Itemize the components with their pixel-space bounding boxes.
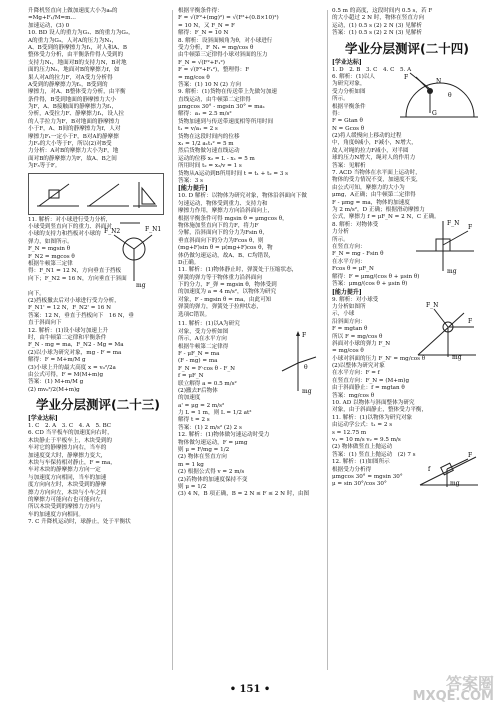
text-line: 木块静止于平板车上，木块受到的: [28, 437, 112, 444]
text-line: (F - mg) = ma: [178, 358, 218, 365]
text-line: 小球的支持力和挡板对小球的: [28, 231, 101, 238]
text-line: 选项C错误。: [178, 311, 211, 318]
text-line: 受力分析，F_N₁ = mg/cos θ: [178, 44, 254, 51]
text-line: 联立解得 a = 0.5 m/s²: [178, 380, 237, 387]
text-line: =Mg+F₁/M=m…: [28, 15, 77, 22]
text-line: 为研究对象，: [332, 81, 366, 88]
text-line: m = 1 kg: [178, 461, 204, 468]
force-diagram: [28, 173, 164, 215]
text-line: F = mgtan θ: [332, 326, 368, 333]
text-line: 对象，由于斜面静止，整体受力平衡，: [332, 407, 428, 414]
text-line: 解得：F_N = 10 N: [178, 30, 229, 37]
text-line: (2) mv₀²/2(M+m)g: [28, 386, 80, 393]
text-line: 故人对绳的拉力F减小，对半圆: [332, 147, 409, 154]
text-line: (2)若物体的加速度保持不变: [178, 476, 248, 483]
text-line: 加速运动，(3) 0: [28, 22, 70, 29]
text-line: 根据平衡条件得：: [178, 8, 223, 14]
text-line: 由公式可得，F = M(M+m)g: [28, 371, 104, 378]
text-line: F_N = mg - Fsin θ: [332, 251, 384, 258]
text-line: 小球受到竖直向下的重力、斜面对: [28, 223, 112, 230]
text-line: 答案：μmg/(cos θ + μsin θ): [332, 280, 408, 287]
text-line: 由公式可知，摩擦力的大小为: [332, 184, 405, 191]
text-line: 车对它的静摩擦力向右，当车的: [28, 445, 107, 452]
text-line: 弹簧的弹力，弹簧处于拉伸状态，: [178, 304, 262, 311]
text-line: 12. 解析：(1)物体做匀速运动时受力: [178, 432, 270, 439]
text-line: 货物加速到与传送带速度相等所用时间: [178, 118, 274, 125]
text-line: 直于斜面向下: [28, 320, 62, 327]
text-line: 木块与车保持相对静止，F = ma，: [28, 460, 116, 467]
text-line: 对象，F - mgsin θ = ma，由此可知: [178, 296, 272, 303]
text-line: 对象，受力分析如图: [178, 328, 229, 335]
text-line: 中，角度θ减小，F减小，N增大，: [332, 140, 417, 147]
text-line: 11. 解析：(1)以物体为研究对象: [332, 414, 413, 421]
label-fn: F_N: [426, 301, 439, 309]
text-line: 1. D 2. B 3. C 4. C 5. A: [332, 66, 412, 73]
text-line: 时，由牛顿第二定律和平衡条件: [28, 334, 107, 341]
text-line: (2)撤去F后物体: [178, 387, 218, 394]
text-line: D正确。: [178, 259, 200, 266]
answer-block: [178, 321, 310, 498]
label-mg: mg: [136, 281, 146, 289]
text-line: 受力分析如图: [332, 88, 366, 95]
text-line: 10. BD 设人的重力为G₁、B的重力为G₂，: [28, 30, 134, 37]
answer-block: [332, 8, 482, 38]
label-n: N: [436, 77, 442, 85]
label-mg: mg: [452, 353, 462, 361]
text-line: 运动的位移 x₂ = L - x₁ = 5 m: [178, 155, 255, 162]
text-line: 答案：12 N，垂直于挡板向下 16 N，垂: [28, 312, 134, 319]
text-line: 所示，A在水平方向: [178, 336, 227, 343]
text-line: (2) 物体做竖直上抛运动: [332, 444, 393, 451]
text-line: F_N = F·cos θ - F_N: [178, 365, 236, 372]
text-line: 根据平衡条件可得 mgsin θ = μmgcos θ，: [178, 215, 288, 222]
text-line: 弹簧的弹力等于物体重力沿斜面向: [178, 274, 262, 281]
text-line: 力分析：A对B的摩擦力大小为F，地: [28, 148, 119, 155]
text-line: 为 2 m/s²，D 正确；根据滑动摩擦力: [332, 206, 425, 213]
label-f: F: [404, 73, 409, 81]
text-line: 斜面对小球的弹力 F_N: [332, 340, 391, 347]
text-line: 在水平方向：: [332, 258, 366, 265]
text-line: 得：: [332, 110, 344, 117]
column-divider: [172, 10, 173, 670]
text-line: 解得 t = 2 s: [178, 417, 210, 424]
figure-row: [332, 297, 482, 492]
text-line: 力分析如图所: [332, 303, 366, 310]
text-line: 面的压力N₂，地面对B的摩擦力f，如: [28, 67, 120, 74]
text-line: f = μF_N: [178, 373, 204, 380]
section-tag: [能力提升]: [178, 185, 208, 193]
answer-block: [178, 8, 324, 185]
text-line: 所以 F = mg/cos θ: [332, 333, 383, 340]
label-fn: F_N: [447, 219, 460, 227]
label-friction: f: [428, 465, 431, 473]
text-line: 公式，摩擦力 f = μF_N = 2 N，C 正确。: [332, 214, 440, 221]
text-line: (2)挡板撤去后对小球进行受力分析，: [28, 297, 120, 304]
text-line: 8. 解析：对物体受: [332, 221, 379, 228]
text-line: 答案：mg/cos θ: [332, 392, 375, 399]
text-line: 在竖直方向：F_N = (M+m)g: [332, 377, 410, 384]
text-line: 直线运动，由牛顿第二定律得: [178, 96, 251, 103]
text-line: a' = μg = 2 m/s²: [178, 402, 225, 409]
text-line: 根据牛顿第二定律得: [178, 343, 229, 350]
text-line: 10. AD 以物体与斜面整体为研究: [332, 400, 415, 407]
text-line: 为F，A、B接触面的静摩擦力为f₁，: [28, 104, 118, 111]
text-line: F_N - mg = ma，F_N2 - Mg = Ma: [28, 342, 124, 349]
text-line: 分解，沿斜面向下的分力为Fsin θ，: [178, 230, 269, 237]
text-line: 所以木块受到的摩擦力方向与: [28, 504, 101, 511]
text-line: 车的加速度方向相同。: [28, 511, 84, 518]
text-line: s = 12.75 m: [332, 429, 367, 436]
text-line: N = Gcos θ: [332, 125, 365, 132]
text-line: 由牛顿第三定律得小球对斜面的压力: [178, 52, 268, 59]
label-theta: θ: [304, 364, 308, 372]
text-line: 6. 解析：(1)以人: [332, 73, 376, 80]
text-line: 根据受力分析得: [332, 466, 372, 473]
column-3: [332, 8, 482, 676]
text-line: 7. C 升降机运动时，球静止，处于平衡状: [28, 519, 131, 526]
text-line: 在水平方向：F = f: [332, 370, 380, 377]
text-line: 答案：见解析: [332, 162, 366, 169]
text-line: 根据牛顿第三定律: [28, 260, 73, 267]
column-divider: [327, 10, 328, 670]
label-f: F: [468, 451, 473, 459]
text-line: 摩擦力作用，摩擦力方向沿斜面向上，: [178, 208, 274, 215]
text-line: F_N = √(F²+F₁²): [178, 59, 225, 66]
text-line: 为F₃等于F。: [28, 163, 61, 170]
text-line: 的摩擦力可能向右也可能向左，: [28, 496, 107, 503]
text-line: 升降机竖直向上做加速度大小为a₀的: [28, 8, 118, 14]
text-line: F = √(F²+F₁²)，整理得：F: [178, 67, 250, 74]
text-line: (2) 根据公式得 v = 2 m/s: [178, 469, 245, 476]
page-number: • 151 •: [229, 684, 271, 695]
text-line: F = √(F²+(mg)²) = √(F²+(0.8×10)²): [178, 15, 279, 22]
text-line: 所示。: [332, 236, 349, 243]
text-line: 解得：F = M+m/M g: [28, 357, 86, 364]
text-line: v₁ = 10 m/s v₂ = 9.5 m/s: [332, 436, 401, 443]
section-tag: [学业达标]: [332, 58, 362, 66]
text-line: 面对B的静摩擦力为F，故A、B之间: [28, 155, 117, 162]
text-line: 11. 解析：对小球进行受力分析，: [28, 216, 112, 223]
text-line: 支持力N₁，地面对B的支持力N，B对地: [28, 59, 127, 66]
text-line: 8. 解析：设斜面倾角为θ，对小球进行: [178, 37, 273, 44]
figure-row: [178, 193, 324, 321]
text-line: = mg/cos θ: [332, 348, 364, 355]
text-line: 的人手拉力为F，B对地面的静摩擦力: [28, 118, 120, 125]
text-line: A的重力为G₃，人对A的压力为N₁，: [28, 37, 118, 44]
figure-row: [28, 217, 168, 291]
text-line: 物体的受力情况不变，加速度不变，: [332, 177, 422, 184]
text-line: 则 μ = 1/2: [178, 483, 207, 490]
text-line: (2) 物体在竖直方向: [178, 454, 227, 461]
column-2: [178, 8, 324, 676]
text-line: x₁ = 1/2 a₁t₁² = 5 m: [178, 141, 234, 148]
section-tag: [能力提升]: [332, 288, 362, 296]
text-line: 物体做匀速运动，F = μmg: [178, 439, 248, 446]
text-line: (2)以整体为研究对象: [332, 363, 385, 370]
answer-block: [178, 193, 324, 319]
text-line: 12. 解析：(1)设小球匀加速上升: [28, 327, 109, 334]
text-line: = 10 N，又 F_N = F: [178, 22, 235, 29]
text-line: (2)以小球为研究对象，mg - F = ma: [28, 349, 122, 356]
figure-row: [332, 67, 482, 289]
text-line: 整体受力分析，由平衡条件得人受到的: [28, 52, 124, 59]
text-line: 摩擦力，对A、B整体受力分析，由平衡: [28, 89, 126, 96]
text-line: 向下；F_N2 = 16 N，方向垂直于斜面: [28, 275, 127, 282]
label-f: F: [468, 223, 473, 231]
text-line: 答案：3 s: [178, 177, 203, 184]
answer-block: [28, 8, 168, 171]
text-line: 体仍做匀速运动，故A、B、C均错误，: [178, 252, 275, 259]
text-line: 球的压力N增大，绳对人的作用力: [332, 155, 416, 162]
text-line: 力F₂的大小等于F，所以(2)对B受: [28, 141, 112, 148]
text-line: 9. 解析：对小球受: [332, 296, 379, 303]
text-line: 物体施加竖直向下的力F，将力F: [178, 222, 259, 229]
text-line: μmgcos 30° = mgsin 30°: [332, 473, 403, 480]
text-line: 解得：a₁ = 2.5 m/s²: [178, 111, 232, 118]
text-line: F_N1' = 12 N，F_N2' = 16 N: [28, 305, 111, 312]
label-fn2: F_N2: [104, 227, 121, 235]
text-line: 11. 解析：(1)以A为研究: [178, 321, 240, 328]
text-line: 所用时间 t₂ = x₂/v = 1 s: [178, 163, 242, 170]
label-theta: θ: [448, 91, 452, 99]
text-line: 向下。: [28, 290, 45, 297]
text-line: 货物在这段时间内的位移: [178, 133, 240, 140]
text-line: 度方向向左时，木块受到的静摩: [28, 482, 107, 489]
label-f: F: [468, 317, 473, 325]
text-line: 的大小超过 2 N 时，物体在竖直方向: [332, 15, 425, 22]
answer-block: [28, 423, 168, 526]
text-line: 分析，A受拉力F、静摩擦力f₁，设人拉: [28, 111, 125, 118]
text-line: 由于斜面静止：f = mgtan θ: [332, 385, 405, 392]
text-line: 答案：(1) M+m/M g: [28, 379, 84, 386]
text-line: 解得：F = μmg/(cos θ + μsin θ): [332, 273, 420, 280]
text-line: 然后货物做匀速直线运动: [178, 148, 240, 155]
text-line: 根据平衡条件: [332, 103, 366, 110]
text-line: 下的分力，F_弹 = mgsin θ，物体受到: [178, 282, 277, 289]
text-line: F - μF_N = ma: [178, 350, 220, 357]
label-mg: mg: [302, 388, 312, 396]
text-line: 弹力，如图所示。: [28, 238, 73, 245]
text-line: 果人对A的拉力F，对A受力分析得: [28, 74, 113, 81]
text-line: 垂直斜面向下的分力为Fcos θ，则: [178, 237, 264, 244]
block-force-figure: [412, 217, 478, 277]
text-line: (mg+F)sin θ = μ(mg+F)cos θ，物: [178, 245, 273, 252]
label-f: F: [302, 332, 307, 340]
label-fn1: F_N1: [145, 225, 162, 233]
text-line: 小于F，A、B间的静摩擦力为f，人对: [28, 126, 121, 133]
figure-row: [178, 321, 324, 501]
section-heading: 学业分层测评(二十四): [345, 40, 469, 56]
text-line: 的加速度为 a = 4 m/s²，以物体为研究: [178, 289, 277, 296]
ball-force-figure: [100, 217, 166, 289]
text-line: 加速度变大时，静摩擦力变大，: [28, 452, 107, 459]
text-line: 1. C 2. A 3. C 4. A 5. BC: [28, 423, 112, 430]
label-mg: mg: [450, 479, 460, 487]
text-line: F_N2 = mgcos θ: [28, 253, 75, 260]
text-line: A、B受到的静摩擦力为f₁，对人和A、B: [28, 44, 127, 51]
text-line: 货物从A运动到B所用时间 t = t₁ + t₂ = 3 s: [178, 170, 289, 177]
section-tag: [学业达标]: [28, 415, 58, 423]
text-line: 力分析: [332, 229, 349, 236]
text-line: 与加速度方向相同，当车的加速: [28, 474, 107, 481]
answer-block: [28, 216, 127, 284]
label-g: G: [432, 109, 437, 117]
text-line: A受到的静摩擦力为f₁，B受到的: [28, 81, 108, 88]
text-line: F = Gtan θ: [332, 118, 363, 125]
text-line: 在竖直方向：: [332, 243, 366, 250]
text-line: 小球对斜面的压力 F_N' = mg/cos θ: [332, 355, 426, 362]
text-line: 条件得，B受到地面的静摩擦力大小: [28, 96, 117, 103]
text-line: 擦力方向向左，木块与小车之间: [28, 489, 107, 496]
text-line: 答案：(1) 2 m/s² (2) 2 s: [178, 424, 242, 431]
text-line: F - μmg = ma，物体的加速度: [332, 199, 410, 206]
text-line: 7. ACD 当物体在水平面上运动时，: [332, 170, 421, 177]
text-line: 匀速运动，物体受到重力、支持力和: [178, 200, 268, 207]
text-line: 0.5 m 的高度，这段时间内 0.5 s，若 F: [332, 8, 433, 14]
hemisphere-figure: [396, 67, 480, 127]
section-heading: 学业分层测评(二十三): [36, 397, 160, 413]
text-line: 11. 解析：(1)物体静止时，弹簧处于压缩状态，: [178, 267, 298, 274]
text-line: Fcos θ = μF_N: [332, 266, 374, 273]
text-line: μmgcos 30° - mgsin 30° = ma₁: [178, 104, 265, 111]
text-line: μmg，A正确；由牛顿第二定律得: [332, 192, 416, 199]
text-line: (3)小球上升的最大高度 x = v₀²/2a: [28, 364, 116, 371]
text-line: (3) 4 N，B 项正确，B = 2 N ≤ F ≤ 2 N 时，由图: [178, 491, 310, 498]
answer-block: [28, 291, 168, 394]
text-line: 力 L = 1 m，则 L = 1/2 at²: [178, 410, 252, 417]
text-line: 答案：(1) 竖直上抛运动 (2) 7 s: [332, 451, 416, 458]
slope-block-figure: [418, 447, 480, 489]
text-line: 9. 解析：(1)货物在传送带上先做匀加速: [178, 89, 277, 96]
column-1: [28, 8, 168, 676]
incline-force-figure: [414, 297, 480, 361]
text-line: 沿斜面方向：: [332, 318, 366, 325]
text-line: 的加速度: [178, 395, 201, 402]
text-line: 10. D 解析：以物体为研究对象，物体沿斜面向下做: [178, 193, 307, 200]
text-line: t₁ = v/a₁ = 2 s: [178, 126, 218, 133]
text-line: 12. 解析：(1)如图所示: [332, 459, 390, 466]
watermark-logo: 答案圈 MXQE.COM: [412, 674, 494, 704]
text-line: 所示。: [332, 96, 349, 103]
text-line: = mg/cos θ: [178, 74, 210, 81]
wedge-force-figure: [274, 327, 324, 397]
text-line: 得：F_N1 = 12 N，方向垂直于挡板: [28, 268, 122, 275]
text-line: 摩擦力F₁一定小于F，B对A的静摩擦: [28, 133, 119, 140]
text-line: 示，小球: [332, 311, 355, 318]
text-line: F_N = mgsin θ: [28, 246, 71, 253]
text-line: 运动，(1) 0.5 s (2) 2 N (3) 见解析: [332, 22, 423, 29]
text-line: 6. CD 当平板车的加速度向右时，: [28, 430, 113, 437]
text-line: 答案：(1) 0.5 s (2) 2 N (3) 见解析: [332, 30, 423, 37]
text-line: (2)将人缓慢向上移动的过程: [332, 133, 402, 140]
text-line: μ = sin 30°/cos 30°: [332, 481, 387, 488]
text-line: 则 μ = F/mg = 1/2: [178, 447, 230, 454]
text-line: 由运动学公式：t₁ = 2 s: [332, 422, 393, 429]
text-line: 答案：(1) 10 N (2) 方向: [178, 81, 241, 88]
label-mg: mg: [447, 267, 457, 275]
text-line: 车对木块的静摩擦力方向一定: [28, 467, 101, 474]
